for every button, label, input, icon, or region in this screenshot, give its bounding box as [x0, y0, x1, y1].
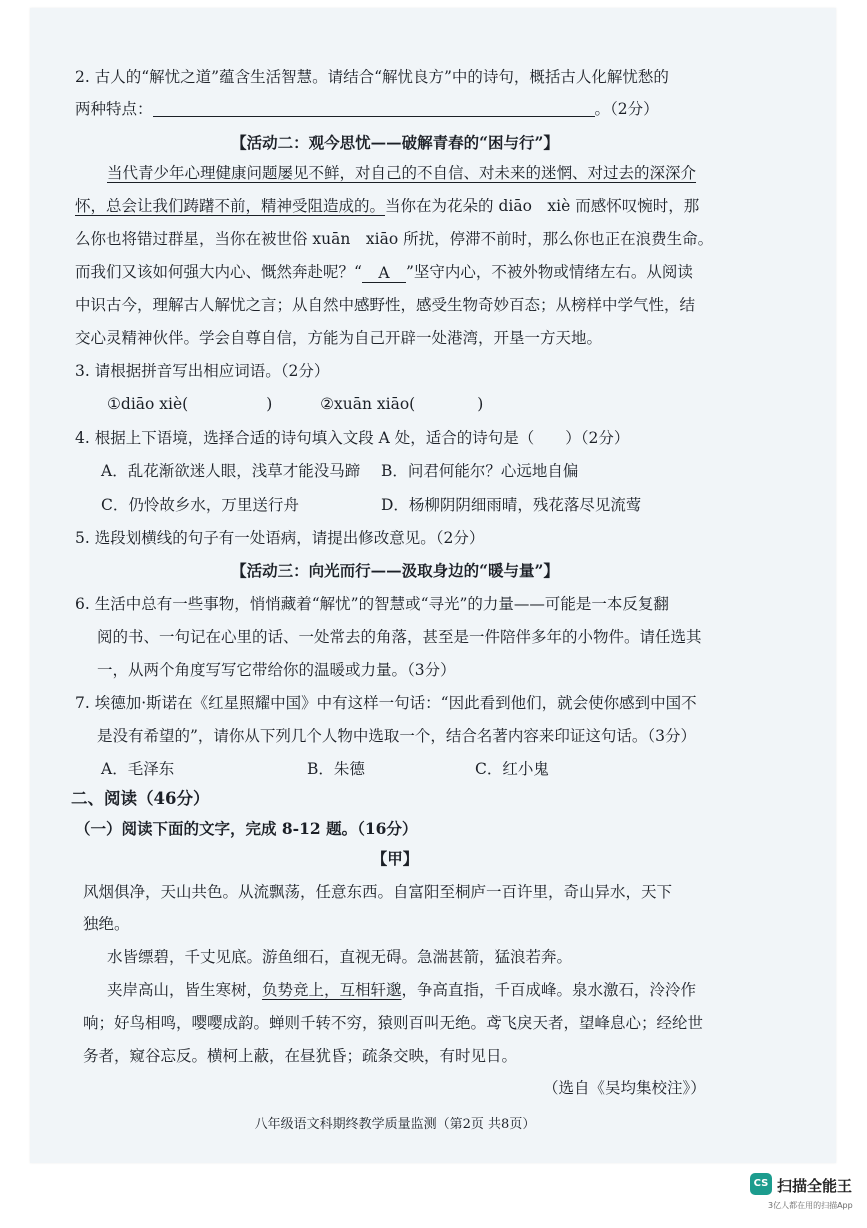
camscanner-logo-icon: CS — [750, 1173, 772, 1195]
q6-line2: 阅的书、一句记在心里的话、一处常去的角落，甚至是一件陪伴多年的小物件。请任选其 — [97, 628, 702, 646]
q2-line2 — [75, 98, 659, 120]
activity2-title: 【活动二：观今思忧——破解青春的“困与行”】 — [231, 133, 559, 152]
passage2-line5: 中识古今，理解古人解忧之言；从自然中感野性，感受生物奇妙百态；从榜样中学气性，结 — [75, 296, 696, 314]
q6-line1: 6. 生活中总有一些事物，悄悄藏着“解忧”的智慧或“寻光”的力量——可能是一本反复翻 — [75, 595, 669, 613]
classical-underlined-phrase: 负势竞上，互相轩邈 — [262, 981, 402, 999]
q3-stem: 3. 请根据拼音写出相应词语。（2分） — [75, 362, 330, 380]
classical-p3-line3: 务者，窥谷忘反。横柯上蔽，在昼犹昏；疏条交映，有时见日。 — [83, 1047, 518, 1065]
camscanner-name: 扫描全能王 — [777, 1177, 853, 1195]
passage2-line4 — [75, 261, 693, 283]
q2-prefix: 两种特点： — [75, 100, 153, 118]
passage2-line1: 当代青少年心理健康问题屡见不鲜，对自己的不自信、对未来的迷惘、对过去的深深介 — [107, 164, 697, 182]
classical-p1-line1: 风烟俱净，天山共色。从流飘荡，任意东西。自富阳至桐庐一百许里，奇山异水，天下 — [83, 883, 673, 901]
activity3-title: 【活动三：向光而行——汲取身边的“暖与量”】 — [231, 561, 559, 580]
passage-jia-label: 【甲】 — [371, 849, 419, 868]
q2-suffix: 。（2分） — [594, 100, 659, 118]
q7-line2: 是没有希望的”，请你从下列几个人物中选取一个，结合名著内容来印证这句话。（3分） — [97, 727, 697, 745]
q5-stem: 5. 选段划横线的句子有一处语病，请提出修改意见。（2分） — [75, 529, 485, 547]
q4-option-d: D．杨柳阴阴细雨晴，残花落尽见流莺 — [381, 496, 642, 514]
camscanner-tagline: 3亿人都在用的扫描App — [768, 1201, 853, 1210]
classical-p3-b: ，争高直指，千百成峰。泉水激石，泠泠作 — [401, 981, 697, 999]
underlined-sentence-end: 怀，总会让我们踌躇不前，精神受阻造成的。 — [75, 197, 386, 215]
q4-option-b: B．问君何能尔？心远地自偏 — [381, 462, 579, 480]
q3-opt2-label: ②xuān xiāo( — [320, 395, 416, 413]
section2-title: 二、阅读（46分） — [71, 789, 210, 808]
passage2-line2-rest: 当你在为花朵的 diāo xiè 而感怀叹惋时，那 — [385, 197, 700, 215]
page-footer: 八年级语文科期终教学质量监测（第2页 共8页） — [254, 1117, 536, 1132]
passage2-line2 — [75, 195, 699, 217]
classical-p3-line2: 响；好鸟相鸣，嘤嘤成韵。蝉则千转不穷，猿则百叫无绝。鸢飞戾天者，望峰息心；经纶世 — [83, 1014, 704, 1032]
q4-option-a: A．乱花渐欲迷人眼，浅草才能没马蹄 — [101, 462, 361, 480]
q7-option-c: C．红小鬼 — [475, 760, 549, 778]
q3-options — [107, 393, 483, 415]
q3-opt2-close: ) — [477, 395, 484, 413]
q2-answer-blank[interactable] — [153, 100, 595, 117]
q2-line1: 2. 古人的“解忧之道”蕴含生活智慧。请结合“解忧良方”中的诗句，概括古人化解忧愁的 — [75, 68, 669, 86]
classical-p3-line1 — [107, 979, 696, 1001]
passage2-line4-b: ”坚守内心，不被外物或情绪左右。从阅读 — [405, 263, 693, 281]
classical-p2: 水皆缥碧，千丈见底。游鱼细石，直视无碍。急湍甚箭，猛浪若奔。 — [107, 948, 573, 966]
passage2-line6: 交心灵精神伙伴。学会自尊自信，方能为自己开辟一处港湾，开垦一方天地。 — [75, 329, 603, 347]
q6-line3: 一，从两个角度写写它带给你的温暖或力量。（3分） — [97, 661, 456, 679]
classical-p3-a: 夹岸高山，皆生寒树， — [107, 981, 263, 999]
blank-a[interactable]: A — [362, 262, 406, 283]
passage2-line3: 么你也将错过群星，当你在被世俗 xuān xiāo 所扰，停滞不前时，那么你也正在浪费生命。 — [75, 230, 714, 248]
q4-stem: 4. 根据上下语境，选择合适的诗句填入文段 A 处，适合的诗句是（ ）（2分） — [75, 429, 630, 447]
q7-option-b: B．朱德 — [307, 760, 365, 778]
q3-opt1-close: ) — [266, 395, 273, 413]
section2-sub1: （一）阅读下面的文字，完成 8-12 题。（16分） — [75, 819, 418, 838]
passage2-line4-a: 而我们又该如何强大内心、慨然奔赴呢？“ — [75, 263, 362, 281]
q7-line1: 7. 埃德加·斯诺在《红星照耀中国》中有这样一句话：“因此看到他们，就会使你感到中国不 — [75, 694, 697, 712]
classical-p1-line2: 独绝。 — [83, 915, 130, 933]
classical-source: （选自《吴均集校注》） — [543, 1079, 706, 1097]
q4-option-c: C．仍怜故乡水，万里送行舟 — [101, 496, 299, 514]
q3-opt1-label: ①diāo xiè( — [107, 395, 189, 413]
q7-option-a: A．毛泽东 — [101, 760, 175, 778]
